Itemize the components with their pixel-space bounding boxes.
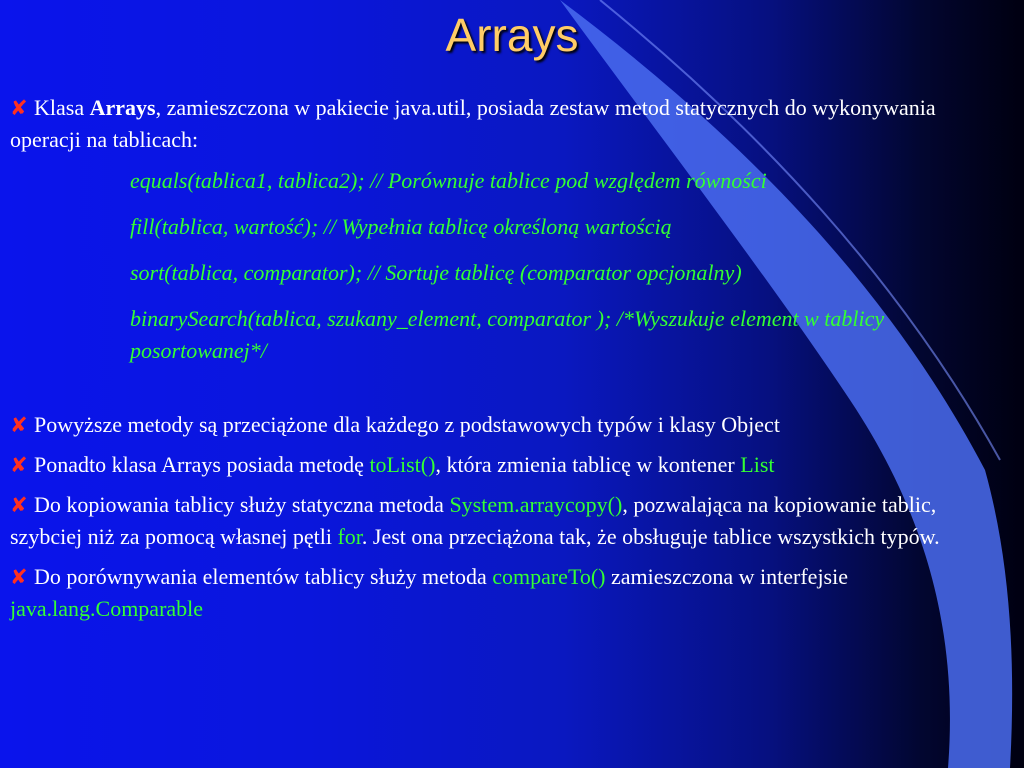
method-list bbox=[130, 165, 1010, 367]
compareto-method: compareTo() bbox=[492, 564, 606, 589]
intro-class-name: Arrays bbox=[89, 95, 156, 120]
compareto-interface: java.lang.Comparable bbox=[10, 596, 204, 621]
paragraph-compareto bbox=[10, 561, 1010, 625]
x-mark-icon: ✘ bbox=[10, 453, 28, 477]
compareto-mid: zamieszczona w interfejsie bbox=[605, 564, 848, 589]
x-mark-icon: ✘ bbox=[10, 493, 28, 517]
tolist-container: List bbox=[740, 452, 775, 477]
arraycopy-method: System.arraycopy() bbox=[449, 492, 623, 517]
slide-title: Arrays bbox=[445, 9, 579, 61]
overloaded-text: Powyższe metody są przeciążone dla każdego z podstawowych typów i klasy Object bbox=[34, 412, 780, 437]
intro-pre: Klasa bbox=[34, 95, 90, 120]
intro-post: , zamieszczona w pakiecie java.util, posiada zestaw metod statycznych do wykonywania operacji na tablicach: bbox=[10, 95, 936, 152]
x-mark-icon: ✘ bbox=[10, 413, 28, 437]
arraycopy-for: for bbox=[337, 524, 362, 549]
method-sort: sort(tablica, comparator); // Sortuje tablicę (comparator opcjonalny) bbox=[130, 260, 742, 285]
arraycopy-pre: Do kopiowania tablicy służy statyczna metoda bbox=[34, 492, 450, 517]
method-equals: equals(tablica1, tablica2); // Porównuje tablice pod względem równości bbox=[130, 168, 767, 193]
x-mark-icon: ✘ bbox=[10, 565, 28, 589]
arraycopy-mid: , pozwalająca na kopiowanie tablic, szybciej niż za pomocą własnej pętli bbox=[10, 492, 937, 549]
paragraph-overloaded bbox=[10, 409, 1010, 441]
slide-content bbox=[10, 92, 1010, 633]
paragraph-tolist bbox=[10, 449, 1010, 481]
method-binary-search: binarySearch(tablica, szukany_element, comparator ); /*Wyszukuje element w tablicy posortowanej*/ bbox=[130, 306, 885, 363]
tolist-mid: , która zmienia tablicę w kontener bbox=[435, 452, 741, 477]
arraycopy-post: . Jest ona przeciążona tak, że obsługuje tablice wszystkich typów. bbox=[361, 524, 940, 549]
x-mark-icon: ✘ bbox=[10, 96, 28, 120]
compareto-pre: Do porównywania elementów tablicy służy metoda bbox=[34, 564, 493, 589]
tolist-pre: Ponadto klasa Arrays posiada metodę bbox=[34, 452, 370, 477]
paragraph-arrays-intro bbox=[10, 92, 1010, 156]
method-fill: fill(tablica, wartość); // Wypełnia tablicę określoną wartością bbox=[130, 214, 672, 239]
tolist-method: toList() bbox=[369, 452, 436, 477]
spacer bbox=[10, 381, 1010, 409]
paragraph-arraycopy bbox=[10, 489, 1010, 553]
